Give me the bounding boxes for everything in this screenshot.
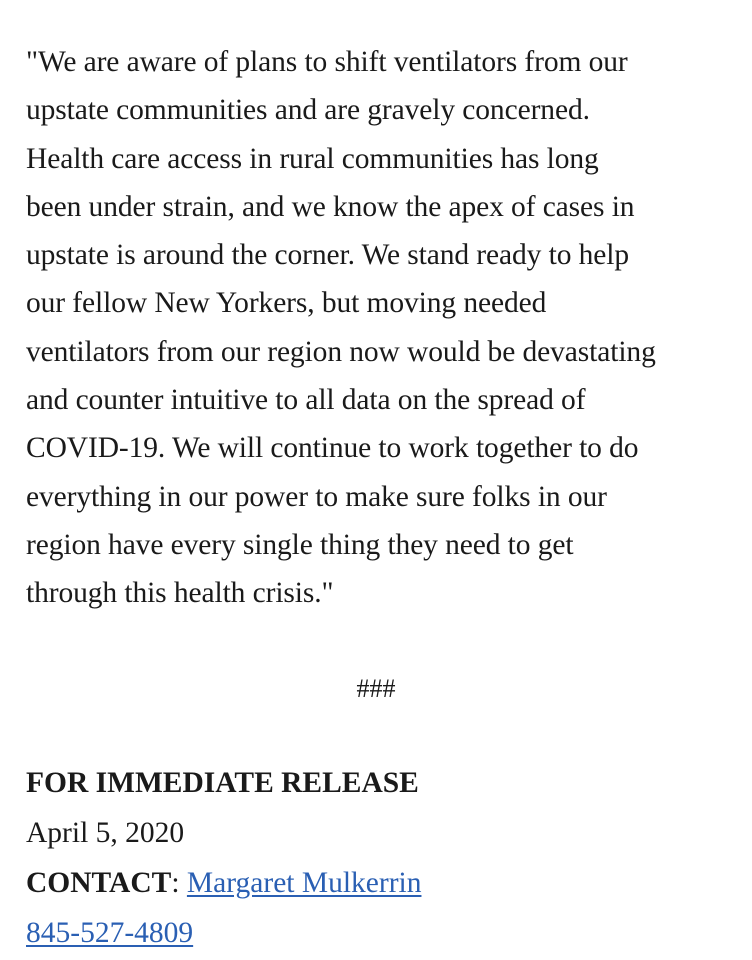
release-date: April 5, 2020	[26, 817, 185, 849]
contact-label: CONTACT	[26, 867, 172, 899]
phone-row	[26, 908, 421, 958]
quote-line: been under strain, and we know the apex of cases in	[26, 190, 635, 223]
quote-line: Health care access in rural communities has long	[26, 142, 599, 175]
quote-line: and counter intuitive to all data on the spread of	[26, 384, 586, 417]
quote-line: everything in our power to make sure folks in our	[26, 480, 607, 513]
release-info	[26, 758, 421, 958]
contact-name-link[interactable]: Margaret Mulkerrin	[186, 867, 422, 899]
quote-line: through this health crisis."	[26, 577, 334, 610]
quote-line: COVID-19. We will continue to work together to do	[26, 432, 639, 465]
press-release	[26, 38, 738, 949]
section-separator: ###	[356, 674, 396, 703]
release-heading: FOR IMMEDIATE RELEASE	[26, 767, 419, 799]
quote-line: region have every single thing they need to get	[26, 528, 574, 561]
quote-line: ventilators from our region now would be devastating	[26, 335, 656, 368]
contact-colon: :	[171, 867, 187, 899]
quote-line: "We are aware of plans to shift ventilators from our	[26, 46, 628, 78]
phone-link[interactable]: 845-527-4809	[26, 917, 194, 949]
quote-paragraph	[26, 38, 738, 618]
contact-row	[26, 858, 421, 908]
quote-line: upstate communities and are gravely concerned.	[26, 94, 590, 127]
quote-line: our fellow New Yorkers, but moving needed	[26, 287, 547, 320]
quote-line: upstate is around the corner. We stand ready to help	[26, 239, 630, 272]
